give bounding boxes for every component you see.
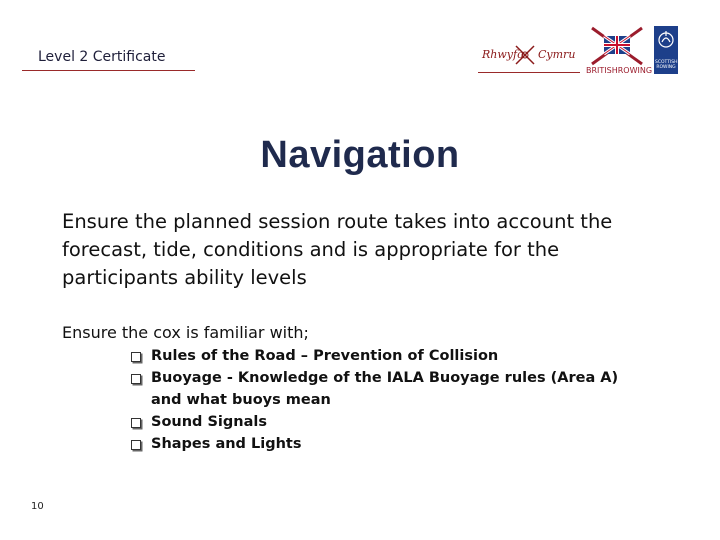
british-rowing-label: BRITISHROWING <box>586 66 653 75</box>
page-number: 10 <box>31 501 44 512</box>
checkbox-bullet-icon <box>131 352 141 362</box>
header-title: Level 2 Certificate <box>38 49 166 65</box>
union-flag-oars-icon <box>586 26 648 66</box>
checkbox-bullet-icon <box>131 374 141 384</box>
list-item <box>131 411 691 433</box>
slide-title: Navigation <box>260 134 460 176</box>
cox-knowledge-list <box>131 345 691 455</box>
scottish-label-line-1: SCOTTISH <box>655 60 678 65</box>
checkbox-bullet-icon <box>131 440 141 450</box>
welsh-logo-text-2: Cymru <box>538 48 576 61</box>
british-rowing-logo <box>586 26 653 78</box>
thistle-crest-icon <box>654 26 678 58</box>
welsh-logo-text-1: Rhwyfo <box>482 48 524 61</box>
checkbox-bullet-icon <box>131 418 141 428</box>
crossed-oars-icon <box>514 44 536 66</box>
scottish-rowing-label <box>655 60 677 70</box>
cox-intro: Ensure the cox is familiar with; <box>62 323 309 342</box>
list-item <box>131 345 691 367</box>
route-paragraph: Ensure the planned session route takes into account the forecast, tide, conditions and is appropriate for the participants ability levels <box>62 210 613 289</box>
list-item <box>131 433 691 455</box>
list-item-text: Shapes and Lights <box>151 436 302 452</box>
welsh-rowing-logo <box>478 44 580 73</box>
list-item-text: Sound Signals <box>151 414 267 430</box>
list-item-text: Rules of the Road – Prevention of Collision <box>151 348 499 364</box>
list-item-text: Buoyage - Knowledge of the IALA Buoyage rules (Area A) <box>151 370 619 386</box>
logo-group <box>478 26 698 78</box>
header-rule <box>22 70 195 71</box>
list-item <box>131 367 691 411</box>
scottish-label-line-2: ROWING <box>656 65 676 70</box>
scottish-rowing-logo <box>654 26 678 74</box>
list-item-text-continued: and what buoys mean <box>151 392 331 408</box>
